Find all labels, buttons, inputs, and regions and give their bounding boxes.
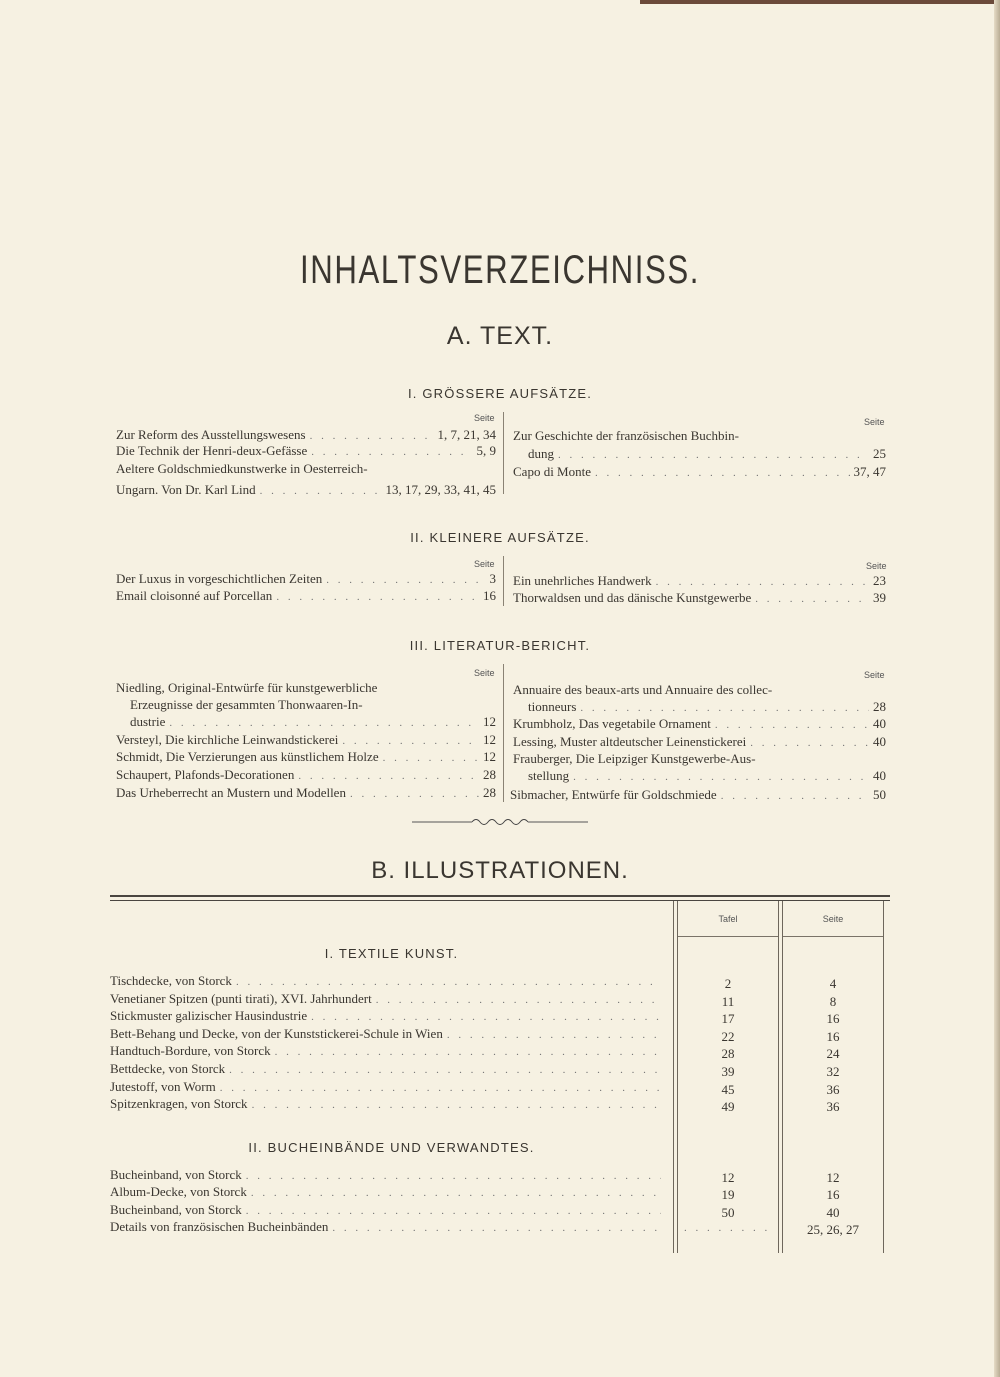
tafel-number: 12	[721, 1170, 735, 1185]
page-title: INHALTSVERZEICHNISS.	[300, 248, 700, 292]
table-column-line	[673, 901, 674, 1253]
illustration-title: Handtuch-Bordure, von Storck	[110, 1043, 271, 1059]
toc-entry: Thorwaldsen und das dänische Kunstgewerbe . . . 39	[513, 589, 886, 608]
tafel-number: 11	[721, 993, 735, 1009]
seite-label: Seite	[474, 559, 495, 569]
part-b-title: B. ILLUSTRATIONEN.	[371, 857, 629, 884]
tafel-number: 39	[721, 1064, 735, 1079]
seite-number: 36	[826, 1099, 840, 1115]
illustration-entry	[110, 1095, 665, 1114]
toc-entry: Versteyl, Die kirchliche Leinwandstickerei . . . 12	[116, 731, 496, 750]
section-1-title: I. GRÖSSERE AUFSÄTZE.	[407, 386, 593, 401]
illustration-title: Bett-Behang und Decke, von der Kunststickerei-Schule in Wien	[110, 1025, 443, 1041]
toc-entry: Die Technik der Henri-deux-Gefässe . . . 5, 9	[116, 442, 496, 461]
illustration-section-1-title: I. TEXTILE KUNST.	[324, 946, 459, 961]
toc-entry: Das Urheberrecht an Mustern und Modellen . . . 28	[116, 784, 496, 803]
illustration-entry	[110, 1166, 665, 1185]
toc-entry: dung . . . 25	[528, 445, 886, 464]
toc-entry: Erzeugnisse der gesammten Thonwaaren-In-	[130, 697, 363, 712]
table-top-rule	[110, 895, 890, 897]
illustration-title: Jutestoff, von Worm	[110, 1078, 216, 1094]
tafel-column-header: Tafel	[718, 914, 738, 924]
toc-entry: Schmidt, Die Verzierungen aus künstlichem Holze . . . 12	[116, 748, 496, 767]
book-edge-top	[640, 0, 1000, 4]
illustration-entry	[110, 1007, 665, 1026]
tafel-number: 22	[721, 1028, 735, 1044]
illustration-entry	[110, 972, 665, 991]
toc-entry: Zur Reform des Ausstellungswesens . . . 1, 7, 21, 34	[116, 426, 496, 445]
seite-number: 16	[826, 1187, 840, 1203]
tafel-number: 19	[721, 1187, 735, 1203]
seite-label: Seite	[474, 668, 495, 678]
tafel-number: 45	[721, 1081, 735, 1097]
toc-entry: Krumbholz, Das vegetabile Ornament . . . 40	[513, 715, 886, 734]
seite-number: 40	[826, 1204, 840, 1220]
tafel-number: 50	[721, 1204, 735, 1220]
toc-entry: stellung . . . 40	[528, 767, 886, 786]
column-divider	[503, 412, 504, 494]
seite-label: Seite	[866, 561, 887, 571]
seite-number: 16	[826, 1028, 840, 1044]
book-edge-right	[994, 0, 1000, 1377]
ornament-divider	[412, 816, 588, 828]
toc-entry: Niedling, Original-Entwürfe für kunstgewerbliche	[116, 680, 378, 695]
illustration-entry	[110, 1078, 665, 1097]
table-column-line	[778, 901, 779, 1253]
illustration-title: Stickmuster galizischer Hausindustrie	[110, 1008, 308, 1024]
toc-entry: Frauberger, Die Leipziger Kunstgewerbe-Aus-	[513, 751, 756, 766]
toc-entry: Ungarn. Von Dr. Karl Lind . . . 13, 17, 29, 33, 41, 45	[116, 481, 496, 500]
illustration-entry	[110, 990, 665, 1009]
column-divider	[503, 664, 504, 802]
illustration-title: Tischdecke, von Storck	[110, 973, 232, 988]
seite-label: Seite	[864, 670, 885, 680]
illustration-entry	[110, 1042, 665, 1061]
toc-entry: tionneurs . . . 28	[528, 698, 886, 717]
seite-number: 8	[829, 993, 837, 1009]
tafel-number: 49	[721, 1099, 735, 1115]
tafel-number: 17	[721, 1011, 735, 1027]
illustration-entry	[110, 1201, 665, 1220]
tafel-number: 28	[721, 1046, 735, 1062]
seite-number: 32	[826, 1064, 840, 1079]
seite-number: 36	[826, 1081, 840, 1097]
table-top-rule-thin	[110, 900, 890, 901]
toc-entry: Ein unehrliches Handwerk . . . 23	[513, 572, 886, 591]
seite-column-header: Seite	[822, 914, 844, 924]
table-column-line	[883, 901, 884, 1253]
seite-label: Seite	[864, 417, 885, 427]
toc-entry: Schaupert, Plafonds-Decorationen . . . 28	[116, 766, 496, 785]
seite-number: 16	[826, 1011, 840, 1027]
seite-label: Seite	[474, 413, 495, 423]
toc-entry: dustrie . . . 12	[130, 713, 496, 732]
seite-number: 24	[826, 1046, 840, 1062]
table-header-rule	[783, 936, 883, 937]
toc-entry: Email cloisonné auf Porcellan . . . 16	[116, 587, 496, 606]
toc-entry: Aeltere Goldschmiedkunstwerke in Oesterreich-	[116, 461, 368, 476]
tafel-number: 2	[724, 976, 732, 991]
part-a-title: A. TEXT.	[446, 322, 554, 350]
seite-number: 4	[829, 976, 837, 991]
illustration-title: Details von französischen Bucheinbänden	[110, 1218, 329, 1234]
seite-number: 12	[826, 1170, 840, 1185]
illustration-title: Spitzenkragen, von Storck	[110, 1096, 248, 1112]
section-2-title: II. KLEINERE AUFSÄTZE.	[410, 530, 590, 545]
illustration-title: Bettdecke, von Storck	[110, 1061, 226, 1076]
toc-entry: Sibmacher, Entwürfe für Goldschmiede . . . 50	[510, 786, 886, 805]
illustration-entry	[110, 1218, 665, 1237]
illustration-section-2-title: II. BUCHEINBÄNDE UND VERWANDTES.	[248, 1140, 535, 1155]
illustration-title: Album-Decke, von Storck	[110, 1184, 247, 1200]
illustration-entry	[110, 1025, 665, 1044]
illustration-title: Bucheinband, von Storck	[110, 1167, 242, 1182]
column-divider	[503, 556, 504, 606]
toc-entry: Lessing, Muster altdeutscher Leinenstickerei . . . 40	[513, 733, 886, 752]
section-3-title: III. LITERATUR-BERICHT.	[409, 638, 591, 653]
illustration-title: Venetianer Spitzen (punti tirati), XVI. Jahrhundert	[110, 990, 372, 1006]
toc-entry: Zur Geschichte der französischen Buchbin-	[513, 428, 739, 443]
toc-entry: Annuaire des beaux-arts und Annuaire des collec-	[513, 682, 773, 697]
table-header-rule	[678, 936, 778, 937]
illustration-entry	[110, 1060, 665, 1079]
illustration-entry	[110, 1183, 665, 1202]
seite-number: 25, 26, 27	[807, 1221, 859, 1237]
dot-leader	[680, 1220, 776, 1237]
toc-entry: Capo di Monte . . . 37, 47	[513, 463, 886, 482]
toc-entry: Der Luxus in vorgeschichtlichen Zeiten . . . 3	[116, 570, 496, 589]
illustration-title: Bucheinband, von Storck	[110, 1201, 242, 1217]
